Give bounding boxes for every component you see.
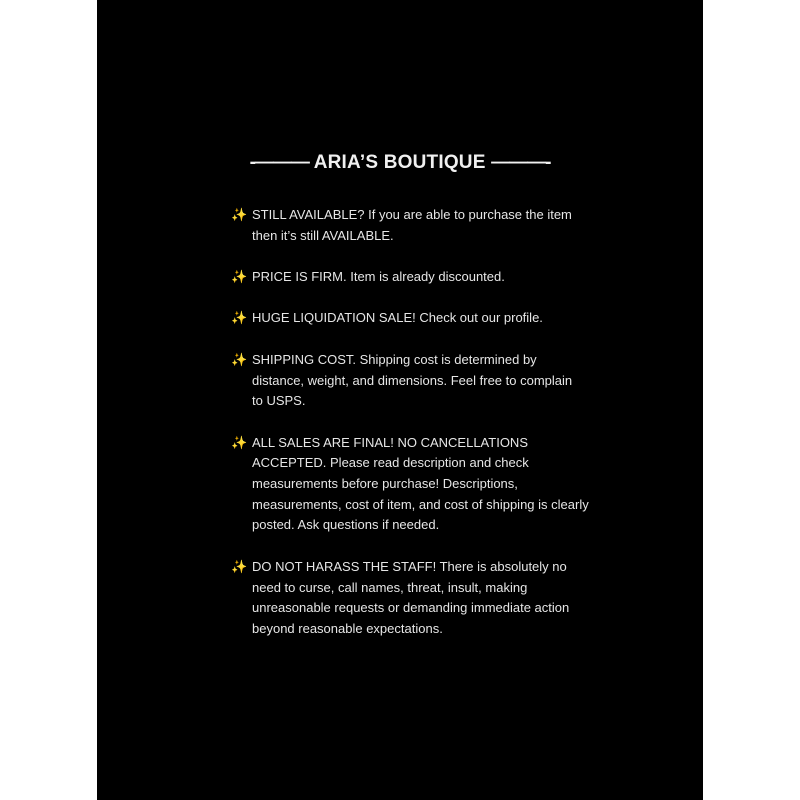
policy-text: SHIPPING COST. Shipping cost is determined by distance, weight, and dimensions. Feel free to complain to USPS. <box>252 351 573 409</box>
policy-item-still-available <box>231 205 576 246</box>
policy-text: ALL SALES ARE FINAL! NO CANCELLATIONS ACCEPTED. Please read description and check measurements before purchase! Descriptions, measurements, cost of item, and cost of shipping is clearly posted. Ask questions if needed. <box>252 434 589 533</box>
sparkles-icon: ✨ <box>231 351 248 367</box>
sparkles-icon: ✨ <box>231 434 248 450</box>
policy-text: PRICE IS FIRM. Item is already discounted. <box>252 269 505 285</box>
sparkles-icon: ✨ <box>231 310 248 326</box>
policy-text: HUGE LIQUIDATION SALE! Check out our profile. <box>252 310 543 326</box>
title-rule-left: -——— <box>249 152 309 173</box>
policy-item-do-not-harass <box>231 557 576 640</box>
policy-item-shipping-cost <box>231 350 576 412</box>
sparkles-icon: ✨ <box>231 269 248 285</box>
page-title <box>97 152 703 174</box>
policy-text: STILL AVAILABLE? If you are able to purchase the item then it’s still AVAILABLE. <box>252 207 572 243</box>
policy-item-price-firm <box>231 267 576 288</box>
title-rule-right: ———- <box>491 152 551 173</box>
policy-text: DO NOT HARASS THE STAFF! There is absolutely no need to curse, call names, threat, insult, making unreasonable requests or demanding immediate action beyond reasonable expectations. <box>252 558 570 636</box>
boutique-name: ARIA’S BOUTIQUE <box>313 152 486 173</box>
sparkles-icon: ✨ <box>231 558 248 574</box>
policy-card <box>97 0 703 800</box>
policy-list <box>231 205 589 660</box>
policy-item-sales-final <box>231 433 592 537</box>
sparkles-icon: ✨ <box>231 207 248 222</box>
policy-item-liquidation-sale <box>231 308 576 329</box>
